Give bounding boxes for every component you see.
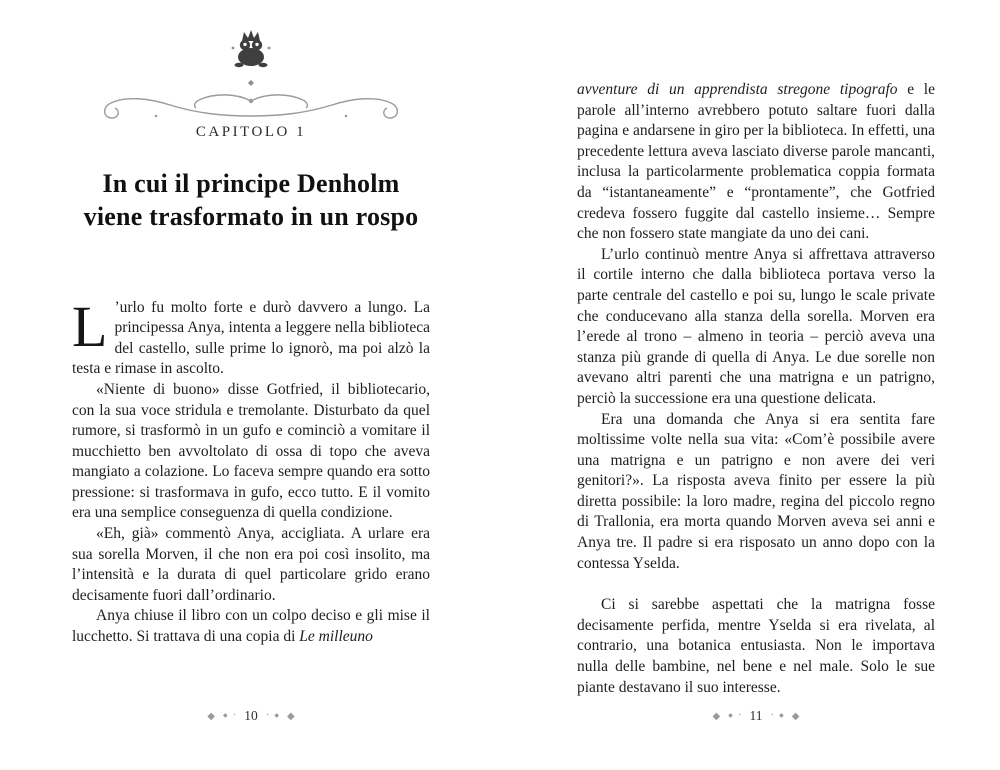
diamond-icon: ◆ [728, 712, 733, 719]
chapter-label: CAPITOLO 1 [195, 124, 307, 140]
paragraph [577, 80, 935, 245]
diamond-icon: ◆ [207, 711, 215, 722]
right-page [574, 0, 938, 770]
chapter-header [64, 28, 438, 141]
paragraph [577, 595, 935, 698]
diamond-icon: ◆ [712, 711, 721, 722]
page-number: 10 [244, 708, 258, 723]
italic-text-run: avventure di un apprendista stregone tipografo [577, 81, 898, 98]
diamond-icon: ◆ [779, 712, 784, 719]
diamond-icon: ◆ [274, 712, 280, 719]
page-number: 11 [749, 708, 763, 723]
text-run: Anya chiuse il libro con un colpo deciso e gli mise il lucchetto. Si trattava di una copia di [72, 607, 430, 646]
dot-icon: · [232, 709, 237, 721]
paragraph [577, 410, 935, 575]
chapter-title [64, 167, 438, 234]
chapter-title-line-1: In cui il principe Denholm [102, 169, 400, 198]
diamond-icon: ◆ [287, 711, 295, 722]
diamond-icon: ◆ [222, 712, 228, 719]
text-run: «Niente di buono» disse Gotfried, il bibliotecario, con la sua voce stridula e tremolante. Disturbato da quel rumore, si trasformò in un gufo e cominciò a vomitare il mucchietto ben avvoltolato di ossa di topo che aveva mangiato a colazione. Lo faceva sempre quando era sotto pressione: si trasformava in gufo, ecco tutto. E il vomito era una semplice conseguenza di quella condizione. [72, 380, 430, 522]
dot-icon: · [770, 709, 775, 721]
text-run: e le parole all’interno avrebbero potuto saltare fuori dalla pagina e andarsene in giro per la biblioteca. In effetti, una precedente lettura aveva lasciato diverse parole mancanti, inclusa la particolarmente problematica coppia formata da “istantaneamente” e “prontamente”, che Gotfried credeva fossero fuggite dal castello insieme… Sempre che non fossero state mangiate da uno dei cani. [577, 81, 935, 243]
text-run: L’urlo continuò mentre Anya si affrettava attraverso il cortile interno che dalla biblioteca portava verso la parte centrale del castello e poi su, lungo le scale private che conducevano alla stanza della sorella. Morven era l’erede al trono – almeno in teoria – perciò aveva una stanza più grande di quella di Anya. Le due sorelle non avevano altri parenti che una matrigna e un patrigno, perciò la successione era una questione delicata. [577, 245, 935, 407]
flourish-ornament-icon [64, 90, 438, 126]
frog-crown-emblem-icon [229, 28, 273, 70]
paragraph [72, 380, 430, 524]
text-run: «Eh, già» commentò Anya, accigliata. A urlare era sua sorella Morven, il che non era poi così insolito, ma l’intensità e la durata di quel particolare grido erano decisamente fuori dall’ordinario. [72, 525, 430, 604]
text-run: Ci si sarebbe aspettati che la matrigna fosse decisamente perfida, mentre Yselda si era rivelata, al contrario, una botanica entusiasta. Non le importava nulla delle bambine, nel bene e nel male. Solo le sue piante destavano il suo interesse. [577, 596, 935, 696]
paragraph [577, 245, 935, 410]
dot-icon: · [737, 709, 742, 721]
left-page-footer [64, 707, 438, 725]
paragraph [72, 524, 430, 606]
diamond-ornament-icon: ◆ [247, 78, 255, 87]
diamond-icon: ◆ [791, 711, 800, 722]
right-page-footer [574, 707, 938, 725]
left-page [64, 0, 438, 770]
text-run: ’urlo fu molto forte e durò davvero a lungo. La principessa Anya, intenta a leggere nella biblioteca del castello, sulle prime lo ignorò, ma poi alzò la testa e rimase in ascolto. [72, 298, 430, 378]
drop-cap: L [72, 293, 108, 359]
right-page-body [577, 80, 935, 698]
italic-text-run: Le milleuno [299, 628, 373, 646]
chapter-title-line-2: viene trasformato in un rospo [83, 202, 419, 232]
text-run: Era una domanda che Anya si era sentita fare moltissime volte nella sua vita: «Com’è possibile avere una matrigna e un patrigno e non avere dei veri genitori?». La risposta aveva finito per essere la più diretta possibile: la loro madre, regina del piccolo regno di Trallonia, era morta quando Morven aveva sei anni e Anya tre. Il padre si era risposato un anno dopo con la contessa Yselda. [577, 410, 935, 572]
left-page-body [72, 293, 430, 648]
paragraph [72, 293, 430, 380]
dot-icon: · [265, 709, 270, 721]
paragraph [72, 606, 430, 647]
